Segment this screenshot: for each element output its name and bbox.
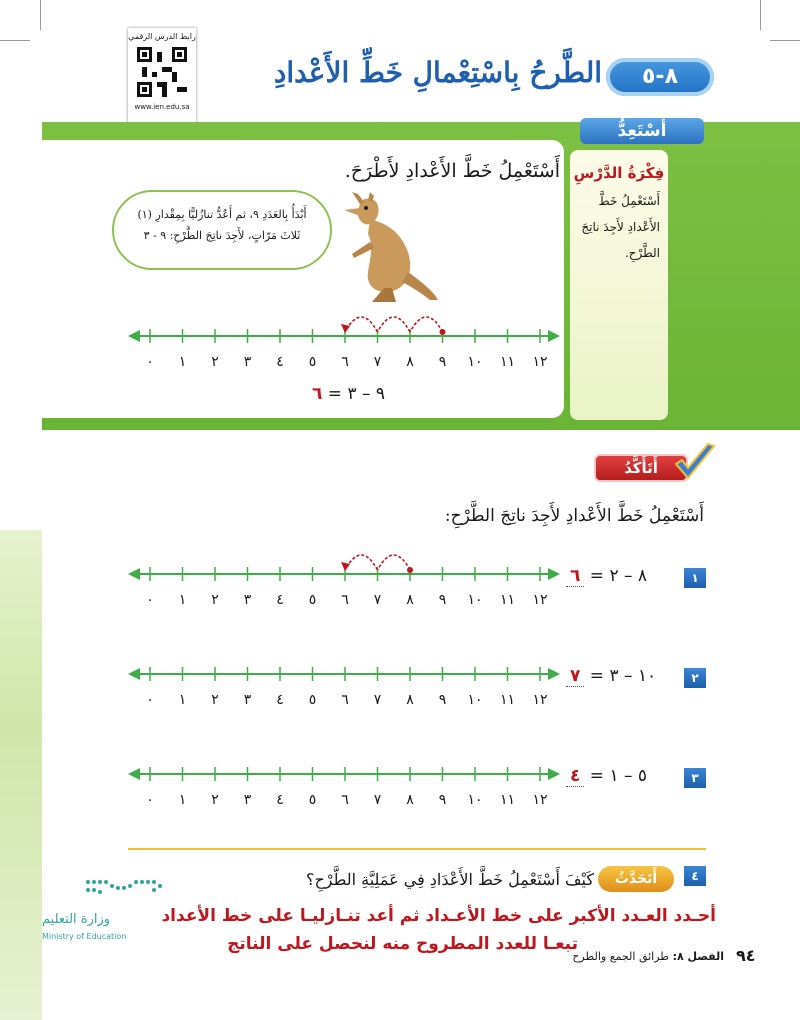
bubble-line-2: ثَلاثَ مَرّاتٍ، لأَجِدَ ناتِجَ الطَّرْحِ: ٩ - ٣	[143, 229, 301, 242]
number-line-label: ٧	[373, 354, 382, 370]
hop-arc	[410, 317, 443, 332]
kangaroo-icon	[330, 192, 440, 304]
hop-arc	[378, 317, 411, 332]
prepare-instruction: أَسْتَعْمِلُ خَطَّ الأَعْدادِ لأَطْرَحَ.	[344, 160, 560, 182]
hop-arc	[345, 317, 378, 332]
number-line-label: ٦	[341, 692, 349, 708]
number-line-label: ٧	[373, 692, 382, 708]
left-arrow-icon	[128, 568, 140, 580]
number-line-label: ٦	[341, 354, 349, 370]
number-line-label: ٩	[438, 592, 447, 608]
hop-arrow-icon	[341, 324, 350, 333]
lesson-idea-title: فِكْرَةُ الدَّرْسِ	[573, 164, 665, 182]
number-line-label: ٣	[243, 354, 252, 370]
number-line-label: ٢	[211, 792, 219, 808]
number-line-label: ١٢	[532, 792, 548, 808]
exercise-expr: ١٠ – ٣ =	[589, 666, 657, 686]
left-decor-strip	[0, 530, 42, 1020]
lesson-idea-panel	[570, 150, 668, 420]
ministry-logo-icon	[82, 876, 172, 898]
number-line-label: ٢	[211, 592, 219, 608]
number-line-label: ٦	[341, 592, 349, 608]
page-number: ٩٤	[736, 946, 756, 965]
number-line-label: ٠	[146, 692, 154, 708]
number-line-label: ٨	[406, 692, 414, 708]
bubble-line-1: أَبْدَأُ بِالعَدَدِ ٩، ثم أَعُدُّ تنازُليًّا بِمِقْدارِ (١)	[137, 208, 307, 221]
exercise-expression	[566, 566, 647, 586]
exercise-answer[interactable]: ٧	[566, 666, 584, 687]
footer-chapter-title: طرائق الجمع والطرح	[572, 950, 670, 963]
number-line-label: ٤	[276, 792, 284, 808]
number-line-label: ٩	[438, 354, 447, 370]
talk-answer-line-1[interactable]: أحـدد العـدد الأكبر على خط الأعـداد ثم أعد تنـازليـا على خط الأعداد	[161, 906, 716, 926]
number-line-label: ٠	[146, 592, 154, 608]
prepare-number-line	[128, 290, 560, 380]
ministry-name-ar: وزارة التعليم	[42, 912, 111, 927]
number-line-label: ٥	[308, 692, 317, 708]
number-line-label: ١٠	[467, 354, 483, 370]
exercise-number-line	[128, 528, 560, 618]
talk-question: كَيْفَ أَسْتَعْمِلُ خَطَّ الأَعْدَادِ فِي عَمَلِيَّةِ الطَّرْحِ؟	[305, 870, 594, 889]
hop-arc	[345, 555, 378, 570]
talk-question-number: ٤	[684, 866, 706, 886]
number-line-label: ٧	[373, 792, 382, 808]
number-line-label: ٣	[243, 792, 252, 808]
number-line-label: ٩	[438, 692, 447, 708]
ministry-name-en: Ministry of Education	[42, 932, 127, 941]
number-line-label: ١٠	[467, 792, 483, 808]
lesson-idea-line3: الطَّرْحِ.	[624, 246, 660, 260]
exercise-number: ١	[684, 568, 706, 588]
number-line-label: ٢	[211, 354, 219, 370]
prepare-equation-answer[interactable]: ٦	[312, 384, 323, 404]
number-line-label: ١٢	[532, 354, 548, 370]
number-line-label: ١	[178, 692, 187, 708]
number-line-label: ٣	[243, 592, 252, 608]
number-line-label: ٦	[341, 792, 349, 808]
hop-start-dot	[440, 329, 446, 335]
number-line-label: ٤	[276, 692, 284, 708]
hop-arc	[378, 555, 411, 570]
number-line-label: ٥	[308, 354, 317, 370]
number-line-label: ٩	[438, 792, 447, 808]
number-line-label: ٣	[243, 692, 252, 708]
lesson-number-pill: ٨-٥	[606, 58, 714, 96]
number-line-label: ١	[178, 592, 187, 608]
checkmark-icon	[672, 442, 716, 484]
qr-caption: رابط الدرس الرقمي	[128, 32, 196, 41]
qr-code-icon	[137, 47, 187, 97]
footer-chapter-label: الفصل ٨:	[672, 950, 724, 963]
exercise-expr: ٥ – ١ =	[589, 766, 648, 786]
number-line-label: ٤	[276, 354, 284, 370]
number-line-label: ١١	[499, 692, 516, 708]
number-line-label: ٥	[308, 592, 317, 608]
number-line-label: ٤	[276, 592, 284, 608]
number-line-label: ٨	[406, 354, 414, 370]
lesson-idea-line1: أَسْتَعْمِلُ خَطَّ	[598, 194, 660, 208]
exercise-expression	[566, 666, 656, 686]
exercise-number-line	[128, 728, 560, 818]
hop-arrow-icon	[341, 562, 350, 571]
kangaroo-speech-bubble	[112, 190, 332, 270]
prepare-equation	[312, 384, 385, 404]
number-line-label: ٥	[308, 792, 317, 808]
number-line-label: ٨	[406, 792, 414, 808]
number-line-label: ١١	[499, 592, 516, 608]
exercise-expr: ٨ – ٢ =	[589, 566, 648, 586]
number-line-label: ١٢	[532, 592, 548, 608]
number-line-label: ١٠	[467, 692, 483, 708]
left-arrow-icon	[128, 768, 140, 780]
number-line-label: ١٢	[532, 692, 548, 708]
number-line-label: ٠	[146, 354, 154, 370]
number-line-label: ١	[178, 792, 187, 808]
talk-answer-line-2[interactable]: تبعـا للعدد المطروح منه لنحصل على الناتج	[227, 934, 578, 954]
number-line-label: ٢	[211, 692, 219, 708]
talk-tag: أَتَحَدَّثُ	[598, 866, 674, 892]
right-arrow-icon	[548, 668, 560, 680]
exercise-answer[interactable]: ٦	[566, 566, 584, 587]
number-line-label: ٧	[373, 592, 382, 608]
section-divider	[128, 848, 706, 850]
hop-start-dot	[407, 567, 413, 573]
exercise-answer[interactable]: ٤	[566, 766, 584, 787]
right-arrow-icon	[548, 768, 560, 780]
lesson-title: الطَّرحُ بِاسْتِعْمالِ خَطِّ الأَعْدادِ	[273, 56, 602, 89]
number-line-label: ١	[178, 354, 187, 370]
footer-chapter	[572, 950, 724, 963]
left-arrow-icon	[128, 330, 140, 342]
check-instruction: أَسْتَعْمِلُ خَطَّ الأَعْدادِ لأَجِدَ ناتِجَ الطَّرْحِ:	[444, 506, 704, 526]
right-arrow-icon	[548, 568, 560, 580]
exercise-number: ٣	[684, 768, 706, 788]
number-line-label: ١١	[499, 792, 516, 808]
check-tag: أَتَأَكَّدُ	[594, 454, 688, 482]
exercise-number: ٢	[684, 668, 706, 688]
left-arrow-icon	[128, 668, 140, 680]
prepare-tag: أَسْتَعِدُّ	[580, 118, 704, 144]
number-line-label: ٨	[406, 592, 414, 608]
exercise-expression	[566, 766, 647, 786]
exercise-number-line	[128, 628, 560, 718]
number-line-label: ٠	[146, 792, 154, 808]
number-line-label: ١١	[499, 354, 516, 370]
right-arrow-icon	[548, 330, 560, 342]
lesson-idea-line2: الأَعْدادِ لأَجِدَ ناتِجَ	[581, 220, 660, 234]
number-line-label: ١٠	[467, 592, 483, 608]
prepare-equation-left: ٩ – ٣ =	[327, 384, 386, 404]
qr-url: www.ien.edu.sa	[134, 103, 190, 111]
